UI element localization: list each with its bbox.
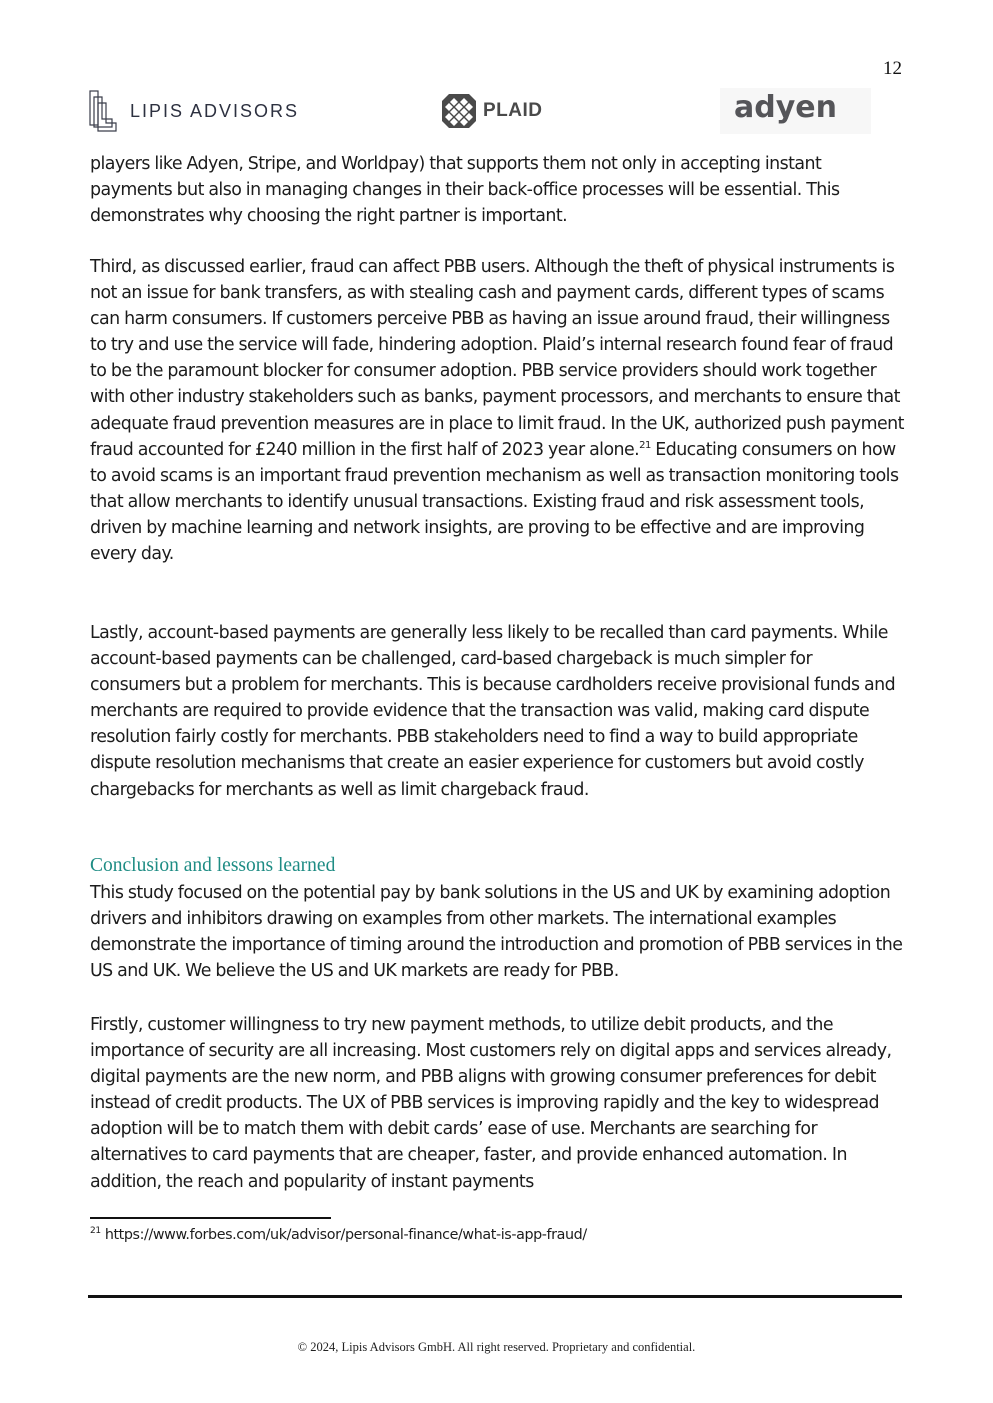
paragraph: Lastly, account-based payments are generally less likely to be recalled than card payments. While account-based payments can be challenged, card-based chargeback is much simpler for consumers but a problem for merchants. This is because cardholders receive provisional funds and merchants are required to provide evidence that the transaction was valid, making card dispute resolution fairly costly for merchants. PBB stakeholders need to find a way to build appropriate dispute resolution mechanisms that create an easier experience for customers but avoid costly chargebacks for merchants as well as limit chargeback fraud. (90, 623, 896, 800)
paragraph-text: Educating consumers on how to avoid scams is an important fraud prevention mechanism as well as transaction monitoring tools that allow merchants to identify unusual transactions. Existing fraud and risk assessment tools, driven by machine learning and network insights, are proving to be effective and are improving every day. (90, 439, 899, 565)
paragraph-partner (90, 151, 904, 229)
adyen-logo-text: adyen (734, 90, 837, 125)
paragraph-conclusion-intro (90, 880, 904, 984)
footnote-number: 21 (90, 1226, 101, 1237)
footnote-reference[interactable]: 21 (639, 439, 651, 451)
lipis-advisors-logo-text: LIPIS ADVISORS (130, 100, 300, 121)
paragraph-conclusion-firstly (90, 1012, 904, 1195)
plaid-logo-text: PLAID (483, 100, 543, 121)
paragraph: Firstly, customer willingness to try new payment methods, to utilize debit products, and the importance of security are all increasing. Most customers rely on digital apps and services already, digital payments are the new norm, and PBB aligns with growing consumer preferences for debit instead of credit products. The UX of PBB services is improving rapidly and the key to widespread adoption will be to match them with debit cards’ ease of use. Merchants are searching for alternatives to card payments that are cheaper, faster, and provide enhanced automation. In addition, the reach and popularity of instant payments (90, 1015, 892, 1192)
adyen-logo (720, 88, 871, 134)
footnote-link[interactable]: https://www.forbes.com/uk/advisor/personal-finance/what-is-app-fraud/ (104, 1227, 587, 1243)
plaid-logo-icon (441, 93, 477, 129)
paragraph: players like Adyen, Stripe, and Worldpay) that supports them not only in accepting instant payments but also in managing changes in their back-office processes will be essential. This demonstrates why choosing the right partner is important. (90, 154, 840, 227)
lipis-advisors-logo-icon (88, 89, 120, 133)
footnote-divider (90, 1217, 331, 1219)
paragraph-text: Third, as discussed earlier, fraud can affect PBB users. Although the theft of physical instruments is not an issue for bank transfers, as with stealing cash and payment cards, different types of scams can harm consumers. If customers perceive PBB as having an issue around fraud, their willingness to try and use the service will fade, hindering adoption. Plaid’s internal research found fear of fraud to be the paramount blocker for consumer adoption. PBB service providers should work together with other industry stakeholders such as banks, payment processors, and merchants to ensure that adequate fraud prevention measures are in place to limit fraud. In the UK, authorized push payment fraud accounted for £240 million in the first half of 2023 year alone. (90, 257, 904, 460)
paragraph-fraud (90, 254, 904, 567)
section-heading: Conclusion and lessons learned (90, 855, 336, 876)
paragraph (90, 254, 904, 567)
footnote (90, 1227, 587, 1243)
header-logos (88, 88, 888, 134)
paragraph: This study focused on the potential pay by bank solutions in the US and UK by examining adoption drivers and inhibitors drawing on examples from other markets. The international examples demonstrate the importance of timing around the introduction and promotion of PBB services in the US and UK. We believe the US and UK markets are ready for PBB. (90, 883, 903, 982)
lipis-advisors-logo (88, 88, 299, 134)
page-number: 12 (883, 58, 902, 79)
plaid-logo (441, 88, 543, 134)
footer-divider (88, 1295, 902, 1298)
paragraph-chargeback (90, 620, 904, 803)
footer-copyright: © 2024, Lipis Advisors GmbH. All right reserved. Proprietary and confidential. (297, 1340, 696, 1354)
